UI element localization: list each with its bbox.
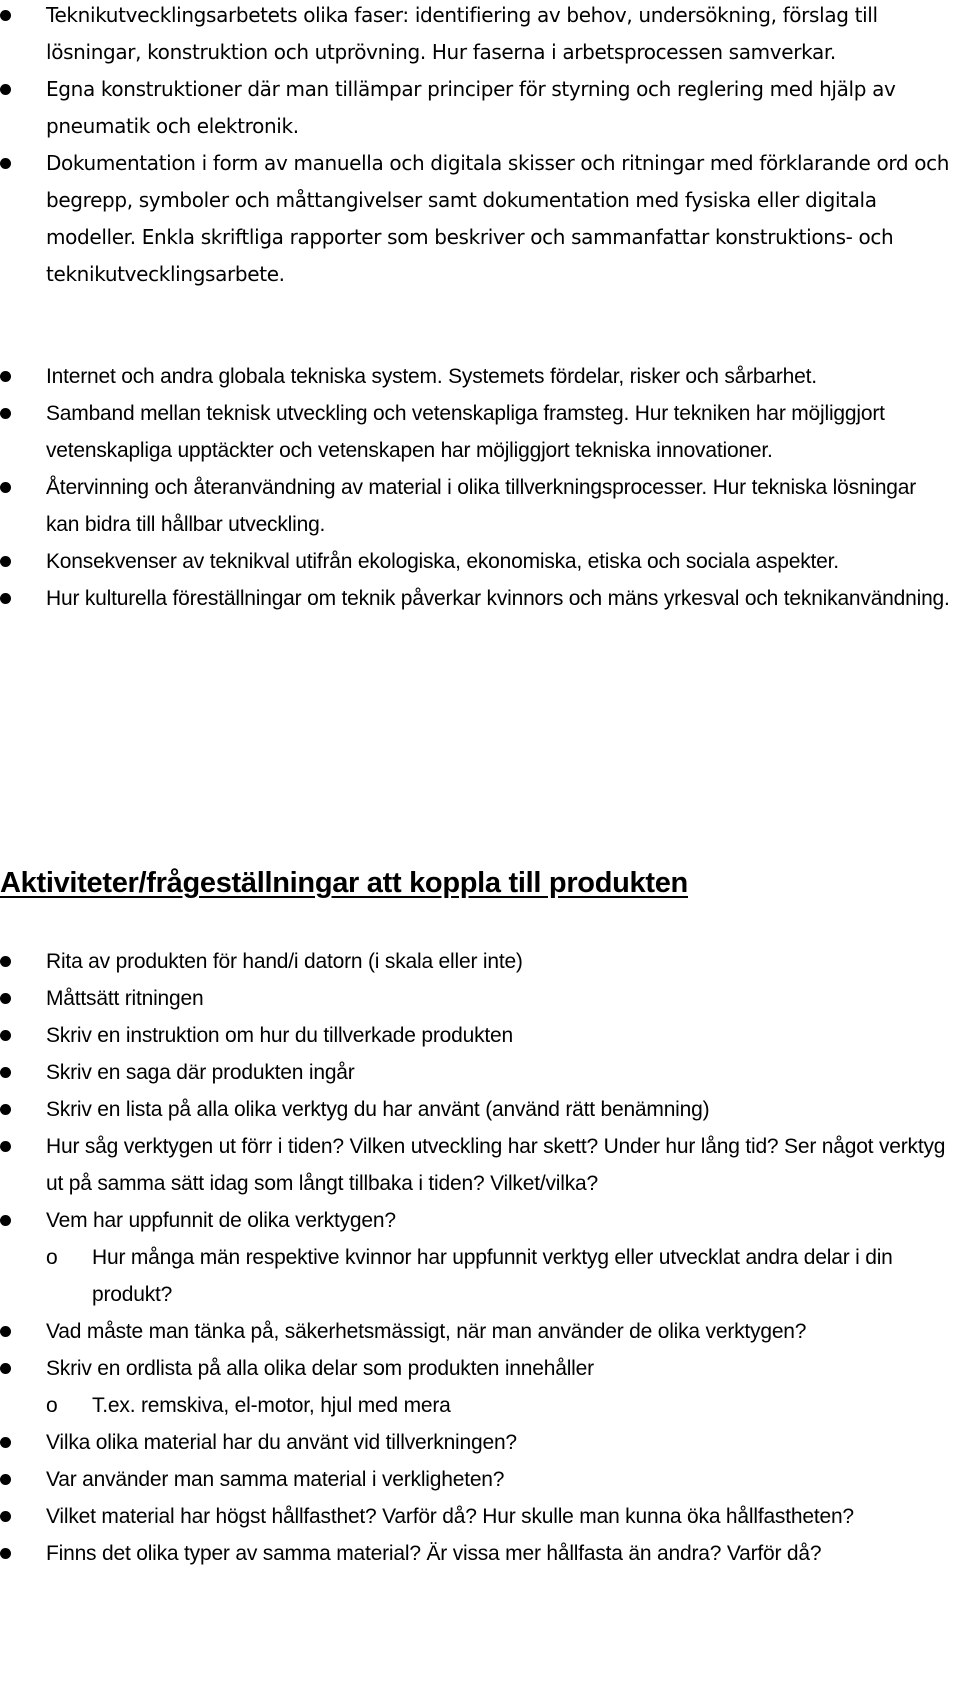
bullet-icon: [0, 593, 11, 604]
list-item: [0, 1461, 950, 1498]
list-item: [0, 1498, 950, 1535]
list-item: [0, 0, 950, 71]
bullet-icon: [0, 482, 11, 493]
list-item-text: Egna konstruktioner där man tillämpar principer för styrning och reglering med hjälp av pneumatik och elektronik.: [46, 77, 896, 138]
sub-list-item: [0, 1387, 950, 1424]
list-item: [0, 395, 950, 469]
list-item-text: Rita av produkten för hand/i datorn (i skala eller inte): [46, 950, 523, 973]
list-item: [0, 1091, 950, 1128]
list-item-text: Skriv en saga där produkten ingår: [46, 1061, 355, 1084]
sub-list-item-text: T.ex. remskiva, el-motor, hjul med mera: [92, 1394, 451, 1417]
list-item-text: Var använder man samma material i verkligheten?: [46, 1468, 505, 1491]
bullet-icon: [0, 10, 11, 21]
sub-list-item-text: Hur många män respektive kvinnor har uppfunnit verktyg eller utvecklat andra delar i din produkt?: [92, 1246, 893, 1306]
list-item-text: Skriv en instruktion om hur du tillverkade produkten: [46, 1024, 514, 1047]
bullet-icon: [0, 84, 11, 95]
bullet-icon: [0, 956, 11, 967]
list-item-text: Hur såg verktygen ut förr i tiden? Vilken utveckling har skett? Under hur lång tid? Ser något verktyg ut på samma sätt idag som långt tillbaka i tiden? Vilket/vilka?: [46, 1135, 946, 1195]
list-item: [0, 543, 950, 580]
sub-list-item: [0, 1239, 950, 1313]
list-item: [0, 1054, 950, 1091]
list-item-text: Vad måste man tänka på, säkerhetsmässigt, när man använder de olika verktygen?: [46, 1320, 807, 1343]
bullet-icon: [0, 1030, 11, 1041]
sub-bullet-icon: o: [46, 1394, 58, 1417]
activities-list: [0, 943, 950, 1572]
list-item: [0, 1017, 950, 1054]
list-item: [0, 1535, 950, 1572]
list-item: [0, 1313, 950, 1350]
list-item-text: Vilka olika material har du använt vid tillverkningen?: [46, 1431, 517, 1454]
bullet-icon: [0, 158, 11, 169]
list-item: [0, 1424, 950, 1461]
list-item: [0, 580, 950, 617]
bullet-icon: [0, 1215, 11, 1226]
list-item-text: Hur kulturella föreställningar om teknik påverkar kvinnors och mäns yrkesval och teknikanvändning.: [46, 587, 950, 610]
curriculum-list-part-2: [0, 358, 950, 617]
list-item-text: Internet och andra globala tekniska system. Systemets fördelar, risker och sårbarhet.: [46, 365, 817, 388]
list-item-text: Konsekvenser av teknikval utifrån ekologiska, ekonomiska, etiska och sociala aspekter.: [46, 550, 839, 573]
sub-bullet-icon: o: [46, 1246, 58, 1269]
list-item: [0, 469, 950, 543]
list-item: [0, 358, 950, 395]
list-item: [0, 1128, 950, 1202]
list-item-text: Återvinning och återanvändning av material i olika tillverkningsprocesser. Hur tekniska lösningar kan bidra till hållbar utveckling.: [46, 476, 917, 536]
list-item-text: Teknikutvecklingsarbetets olika faser: identifiering av behov, undersökning, förslag till lösningar, konstruktion och utprövning. Hur faserna i arbetsprocessen samverkar.: [46, 3, 878, 64]
list-item-text: Vem har uppfunnit de olika verktygen?: [46, 1209, 396, 1232]
list-item-text: Samband mellan teknisk utveckling och vetenskapliga framsteg. Hur tekniken har möjliggjort vetenskapliga upptäckter och vetenskapen har möjliggjort tekniska innovationer.: [46, 402, 885, 462]
curriculum-list-part-1: [0, 0, 950, 293]
list-item-text: Finns det olika typer av samma material? Är vissa mer hållfasta än andra? Varför då?: [46, 1542, 822, 1565]
list-item: [0, 145, 950, 293]
list-item: [0, 71, 950, 145]
bullet-icon: [0, 371, 11, 382]
bullet-icon: [0, 556, 11, 567]
bullet-icon: [0, 1474, 11, 1485]
bullet-icon: [0, 1104, 11, 1115]
list-item-text: Dokumentation i form av manuella och digitala skisser och ritningar med förklarande ord och begrepp, symboler och måttangivelser samt dokumentation med fysiska eller digitala modeller. Enkla skriftliga rapporter som beskriver och sammanfattar konstruktions- och teknikutvecklingsarbete.: [46, 151, 950, 286]
list-item: [0, 1202, 950, 1239]
bullet-icon: [0, 1363, 11, 1374]
list-item: [0, 980, 950, 1017]
list-item-text: Skriv en lista på alla olika verktyg du har använt (använd rätt benämning): [46, 1098, 710, 1121]
list-item-text: Måttsätt ritningen: [46, 987, 204, 1010]
list-item-text: Skriv en ordlista på alla olika delar som produkten innehåller: [46, 1357, 594, 1380]
bullet-icon: [0, 408, 11, 419]
section-heading: Aktiviteter/frågeställningar att koppla till produkten: [0, 867, 688, 899]
bullet-icon: [0, 1511, 11, 1522]
bullet-icon: [0, 1067, 11, 1078]
bullet-icon: [0, 1326, 11, 1337]
list-item: [0, 943, 950, 980]
bullet-icon: [0, 993, 11, 1004]
bullet-icon: [0, 1141, 11, 1152]
bullet-icon: [0, 1548, 11, 1559]
list-item-text: Vilket material har högst hållfasthet? Varför då? Hur skulle man kunna öka hållfastheten?: [46, 1505, 854, 1528]
list-item: [0, 1350, 950, 1387]
bullet-icon: [0, 1437, 11, 1448]
